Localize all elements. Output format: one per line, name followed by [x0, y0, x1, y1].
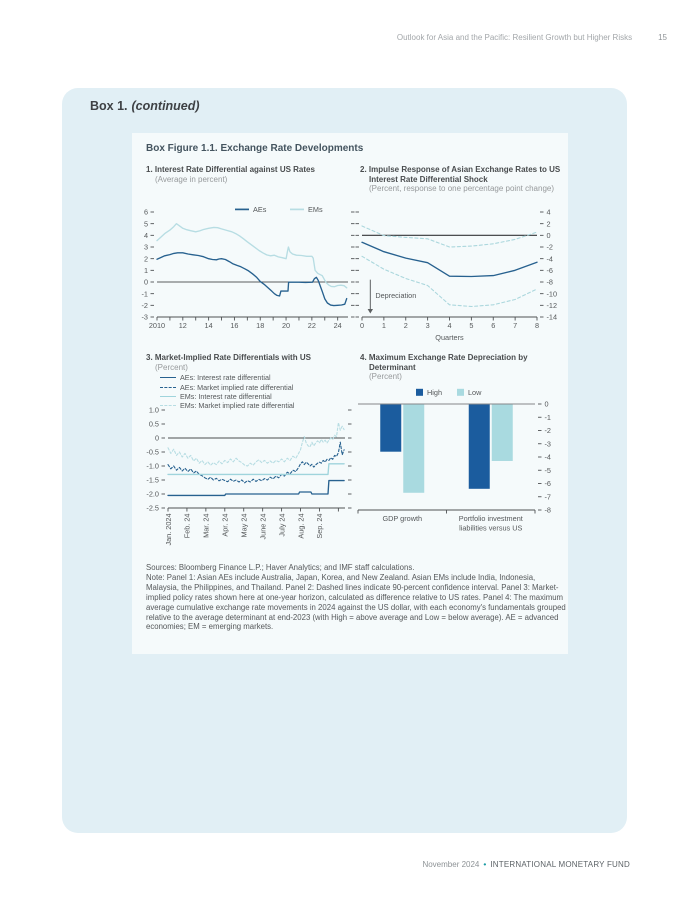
svg-text:5: 5 — [469, 321, 474, 330]
svg-text:GDP growth: GDP growth — [382, 514, 423, 523]
svg-text:2010: 2010 — [148, 321, 166, 330]
footer-bullet-icon: • — [483, 859, 487, 869]
svg-text:18: 18 — [256, 321, 265, 330]
svg-text:Portfolio investment: Portfolio investment — [458, 514, 523, 523]
svg-text:AEs: AEs — [253, 205, 267, 214]
box-continued-label: (continued) — [131, 99, 200, 113]
svg-text:-2.0: -2.0 — [146, 489, 159, 499]
panel-3-title: 3. Market-Implied Rate Differentials with US — [146, 353, 311, 362]
svg-text:4: 4 — [447, 321, 452, 330]
header-title: Outlook for Asia and the Pacific: Resilient Growth but Higher Risks — [396, 33, 633, 42]
legend-label: EMs: Market implied rate differential — [180, 401, 295, 411]
svg-text:Depreciation: Depreciation — [375, 290, 417, 300]
svg-text:8: 8 — [534, 321, 540, 330]
legend-swatch-dashed — [160, 387, 176, 388]
svg-text:0: 0 — [154, 433, 159, 443]
chart-panel-4-bar-chart — [355, 368, 568, 538]
svg-text:-2.5: -2.5 — [146, 503, 159, 513]
svg-text:-1.5: -1.5 — [146, 475, 159, 485]
svg-text:-2: -2 — [546, 242, 553, 252]
panel-4-title: 4. Maximum Exchange Rate Depreciation by Determinant — [360, 353, 528, 372]
legend-label: AEs: Interest rate differential — [180, 373, 271, 383]
svg-text:-5: -5 — [544, 465, 551, 475]
svg-text:12: 12 — [178, 321, 187, 330]
page-footer — [422, 859, 630, 869]
legend-entry — [160, 373, 295, 382]
svg-text:-1.0: -1.0 — [146, 461, 159, 471]
svg-text:May 24: May 24 — [239, 513, 249, 538]
svg-text:-10: -10 — [546, 289, 558, 299]
svg-text:Quarters: Quarters — [435, 333, 464, 342]
legend-swatch-solid — [160, 396, 176, 397]
legend-entry — [160, 382, 295, 391]
page-header — [397, 33, 667, 42]
svg-text:0: 0 — [544, 399, 549, 409]
svg-text:-6: -6 — [546, 265, 553, 275]
panel-2-subtitle: (Percent, response to one percentage point change) — [369, 184, 555, 194]
svg-text:5: 5 — [143, 219, 148, 229]
svg-text:-3: -3 — [141, 312, 148, 322]
chart-panel-2-impulse-response-chart — [355, 200, 568, 348]
svg-text:2: 2 — [403, 321, 408, 330]
svg-text:1: 1 — [143, 265, 148, 275]
svg-text:-0.5: -0.5 — [146, 447, 159, 457]
svg-text:24: 24 — [333, 321, 342, 330]
svg-text:14: 14 — [204, 321, 213, 330]
svg-text:-2: -2 — [141, 300, 148, 310]
svg-text:liabilities versus US: liabilities versus US — [459, 523, 523, 533]
figure-panel — [132, 133, 568, 654]
svg-text:2: 2 — [143, 254, 148, 264]
panel-2-title-block — [360, 165, 566, 194]
svg-text:2: 2 — [546, 219, 551, 229]
svg-text:Jan. 2024: Jan. 2024 — [163, 513, 173, 546]
svg-text:June 24: June 24 — [258, 513, 268, 540]
svg-text:Low: Low — [468, 388, 482, 397]
svg-text:Apr. 24: Apr. 24 — [220, 513, 230, 537]
panel-3-subtitle: (Percent) — [155, 362, 188, 372]
svg-text:-1: -1 — [141, 289, 148, 299]
svg-text:1.0: 1.0 — [148, 405, 159, 415]
box-label-block — [90, 99, 200, 113]
svg-text:0.5: 0.5 — [148, 419, 159, 429]
svg-text:6: 6 — [143, 207, 148, 217]
svg-text:July 24: July 24 — [277, 513, 287, 537]
svg-text:-6: -6 — [544, 479, 551, 489]
panel-1-subtitle: (Average in percent) — [155, 174, 228, 184]
footer-organization: INTERNATIONAL MONETARY FUND — [490, 860, 630, 869]
sources-line: Sources: Bloomberg Finance L.P.; Haver Analytics; and IMF staff calculations. — [146, 563, 415, 572]
svg-text:Feb. 24: Feb. 24 — [182, 513, 192, 539]
panel-3-legend — [160, 373, 295, 411]
legend-label: AEs: Market implied rate differential — [180, 382, 294, 392]
svg-text:3: 3 — [425, 321, 430, 330]
svg-text:4: 4 — [546, 207, 551, 217]
svg-text:0: 0 — [359, 321, 365, 330]
svg-text:-4: -4 — [546, 254, 553, 264]
svg-text:-3: -3 — [544, 439, 551, 449]
svg-text:-14: -14 — [546, 312, 558, 322]
panel-1-title-block — [146, 165, 352, 184]
svg-text:-4: -4 — [544, 452, 551, 462]
legend-label: EMs: Interest rate differential — [180, 391, 272, 401]
svg-text:22: 22 — [307, 321, 316, 330]
svg-text:7: 7 — [513, 321, 518, 330]
svg-text:EMs: EMs — [308, 205, 323, 214]
legend-entry — [160, 401, 295, 410]
svg-text:16: 16 — [230, 321, 239, 330]
svg-text:0: 0 — [546, 230, 551, 240]
svg-text:High: High — [427, 388, 443, 397]
svg-text:Mar. 24: Mar. 24 — [201, 513, 211, 538]
panel-1-title: 1. Interest Rate Differential against US Rates — [146, 165, 315, 174]
figure-title: Box Figure 1.1. Exchange Rate Developments — [146, 143, 364, 154]
svg-text:-2: -2 — [544, 426, 551, 436]
footer-date: November 2024 — [422, 860, 480, 869]
legend-swatch-solid — [160, 377, 176, 378]
legend-entry — [160, 392, 295, 401]
svg-text:6: 6 — [491, 321, 496, 330]
page-number: 15 — [658, 33, 667, 42]
svg-text:1: 1 — [381, 321, 386, 330]
svg-text:Aug. 24: Aug. 24 — [296, 513, 306, 539]
box-1-container — [62, 88, 627, 833]
svg-text:-8: -8 — [546, 277, 553, 287]
box-label: Box 1. — [90, 99, 128, 113]
legend-swatch-dashed — [160, 405, 176, 406]
svg-text:20: 20 — [281, 321, 291, 330]
svg-text:-7: -7 — [544, 492, 551, 502]
svg-text:4: 4 — [143, 230, 148, 240]
svg-text:0: 0 — [143, 277, 148, 287]
svg-text:-8: -8 — [544, 505, 551, 515]
svg-text:-1: -1 — [544, 412, 551, 422]
chart-panel-1-line-chart — [139, 200, 355, 348]
note-text: Note: Panel 1: Asian AEs include Australia, Japan, Korea, and New Zealand. Asian EMs include India, Indonesia, Malaysia, the Philippines, and Thailand. Panel 2: Dashed lines indicate 90-percent confidence interval. Panel 3: Market-implied policy rates shown here at one-year horizon, calculated as difference relative to US rates. Panel 4: The maximum average cumulative exchange rate movements in 2024 against the US dollar, with each economy's fundamentals grouped relative to the average determinant at end-2023 (with High = above average and Low = below average). AE = advanced economies; EM = emerging markets. — [146, 572, 566, 632]
svg-text:Sep. 24: Sep. 24 — [315, 513, 325, 539]
svg-text:3: 3 — [143, 242, 148, 252]
svg-text:-12: -12 — [546, 300, 558, 310]
figure-notes — [146, 563, 570, 632]
panel-2-title: 2. Impulse Response of Asian Exchange Rates to US Interest Rate Differential Shock — [360, 165, 561, 184]
panel-4-subtitle: (Percent) — [369, 372, 402, 382]
